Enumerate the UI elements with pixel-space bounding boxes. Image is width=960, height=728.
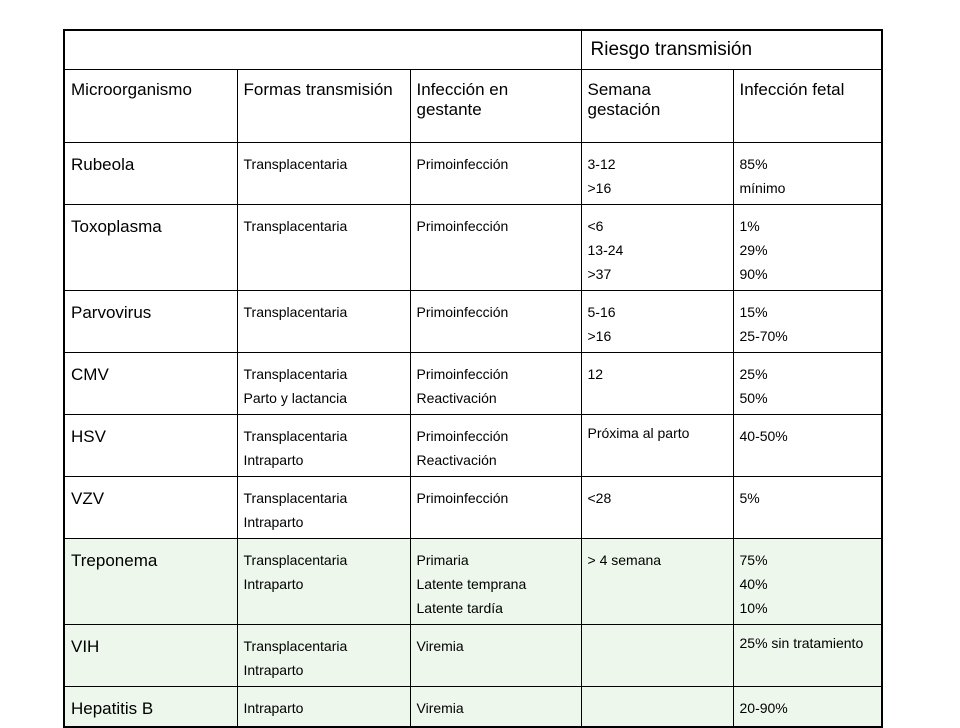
fetal-infection-cell bbox=[733, 353, 882, 415]
cell-line: 10% bbox=[739, 600, 768, 616]
group-header-cell: Riesgo transmisión bbox=[581, 30, 882, 70]
cell-line: 29% bbox=[739, 242, 768, 258]
cell-line: 20-90% bbox=[739, 700, 788, 716]
transmission-form-cell bbox=[237, 687, 410, 727]
cell-line: Reactivación bbox=[416, 452, 497, 468]
table-row bbox=[64, 205, 882, 291]
fetal-infection-cell bbox=[733, 687, 882, 727]
maternal-infection-cell bbox=[410, 143, 581, 205]
cell-line: Viremia bbox=[416, 638, 464, 654]
microorganism-cell: Hepatitis B bbox=[64, 687, 237, 727]
table-row bbox=[64, 539, 882, 625]
microorganism-cell: Rubeola bbox=[64, 143, 237, 205]
fetal-infection-cell bbox=[733, 143, 882, 205]
cell-line: Latente temprana bbox=[416, 576, 527, 592]
cell-line: <6 bbox=[587, 218, 604, 234]
cell-line: Intraparto bbox=[243, 576, 304, 592]
cell-line: Transplacentaria bbox=[243, 428, 348, 444]
cell-line: Primaria bbox=[416, 552, 469, 568]
cell-line: 25% bbox=[739, 366, 768, 382]
fetal-infection-cell bbox=[733, 477, 882, 539]
cell-line: Transplacentaria bbox=[243, 552, 348, 568]
empty-title-cell bbox=[64, 30, 581, 70]
cell-line: Primoinfección bbox=[416, 156, 509, 172]
maternal-infection-cell bbox=[410, 353, 581, 415]
transmission-form-cell bbox=[237, 539, 410, 625]
cell-line: Parto y lactancia bbox=[243, 390, 347, 406]
microorganism-cell: HSV bbox=[64, 415, 237, 477]
cell-line: Primoinfección bbox=[416, 428, 509, 444]
fetal-infection-cell bbox=[733, 539, 882, 625]
cell-line: 25% sin tratamiento bbox=[739, 635, 864, 651]
maternal-infection-cell bbox=[410, 477, 581, 539]
transmission-risk-table bbox=[63, 29, 883, 728]
header-row bbox=[64, 70, 882, 143]
transmission-form-cell bbox=[237, 353, 410, 415]
cell-line: Viremia bbox=[416, 700, 464, 716]
fetal-infection-cell bbox=[733, 205, 882, 291]
cell-line: Primoinfección bbox=[416, 304, 509, 320]
gestation-week-cell bbox=[581, 539, 733, 625]
cell-line: Intraparto bbox=[243, 514, 304, 530]
fetal-infection-cell bbox=[733, 415, 882, 477]
column-header: Semana gestación bbox=[581, 70, 733, 143]
cell-line: Latente tardía bbox=[416, 600, 503, 616]
cell-line: Transplacentaria bbox=[243, 638, 348, 654]
cell-line: Intraparto bbox=[243, 700, 304, 716]
transmission-form-cell bbox=[237, 625, 410, 687]
transmission-form-cell bbox=[237, 291, 410, 353]
microorganism-cell: VIH bbox=[64, 625, 237, 687]
transmission-form-cell bbox=[237, 415, 410, 477]
cell-line: 40-50% bbox=[739, 428, 788, 444]
cell-line: Transplacentaria bbox=[243, 490, 348, 506]
transmission-form-cell bbox=[237, 143, 410, 205]
cell-line: 13-24 bbox=[587, 242, 624, 258]
microorganism-cell: VZV bbox=[64, 477, 237, 539]
cell-line: mínimo bbox=[739, 180, 786, 196]
cell-line: Intraparto bbox=[243, 452, 304, 468]
cell-line: >16 bbox=[587, 328, 612, 344]
cell-line: Primoinfección bbox=[416, 366, 509, 382]
transmission-form-cell bbox=[237, 477, 410, 539]
cell-line: Transplacentaria bbox=[243, 304, 348, 320]
cell-line: >16 bbox=[587, 180, 612, 196]
gestation-week-cell bbox=[581, 477, 733, 539]
cell-line: Transplacentaria bbox=[243, 366, 348, 382]
column-header: Infección fetal bbox=[733, 70, 882, 143]
cell-line: >37 bbox=[587, 266, 612, 282]
cell-line: 3-12 bbox=[587, 156, 616, 172]
gestation-week-cell bbox=[581, 143, 733, 205]
table-row bbox=[64, 415, 882, 477]
gestation-week-cell bbox=[581, 687, 733, 727]
microorganism-cell: CMV bbox=[64, 353, 237, 415]
maternal-infection-cell bbox=[410, 291, 581, 353]
gestation-week-cell bbox=[581, 205, 733, 291]
cell-line: 1% bbox=[739, 218, 760, 234]
cell-line: 90% bbox=[739, 266, 768, 282]
column-header: Formas transmisión bbox=[237, 70, 410, 143]
cell-line: 5% bbox=[739, 490, 760, 506]
cell-line: 15% bbox=[739, 304, 768, 320]
column-header: Microorganismo bbox=[64, 70, 237, 143]
gestation-week-cell bbox=[581, 353, 733, 415]
cell-line: Próxima al parto bbox=[587, 425, 690, 441]
cell-line: Reactivación bbox=[416, 390, 497, 406]
table-row bbox=[64, 291, 882, 353]
maternal-infection-cell bbox=[410, 205, 581, 291]
gestation-week-cell bbox=[581, 625, 733, 687]
cell-line: 75% bbox=[739, 552, 768, 568]
fetal-infection-cell bbox=[733, 625, 882, 687]
cell-line: Intraparto bbox=[243, 662, 304, 678]
cell-line: 85% bbox=[739, 156, 768, 172]
fetal-infection-cell bbox=[733, 291, 882, 353]
microorganism-cell: Treponema bbox=[64, 539, 237, 625]
cell-line: > 4 semana bbox=[587, 552, 662, 568]
cell-line: 25-70% bbox=[739, 328, 788, 344]
cell-line: Primoinfección bbox=[416, 218, 509, 234]
table-row bbox=[64, 687, 882, 727]
column-header: Infección en gestante bbox=[410, 70, 581, 143]
maternal-infection-cell bbox=[410, 687, 581, 727]
microorganism-cell: Toxoplasma bbox=[64, 205, 237, 291]
table-row bbox=[64, 625, 882, 687]
maternal-infection-cell bbox=[410, 625, 581, 687]
cell-line: <28 bbox=[587, 490, 612, 506]
cell-line: 5-16 bbox=[587, 304, 616, 320]
table-row bbox=[64, 353, 882, 415]
cell-line: Primoinfección bbox=[416, 490, 509, 506]
cell-line: Transplacentaria bbox=[243, 218, 348, 234]
cell-line: Transplacentaria bbox=[243, 156, 348, 172]
cell-line: 12 bbox=[587, 366, 604, 382]
maternal-infection-cell bbox=[410, 539, 581, 625]
cell-line: 40% bbox=[739, 576, 768, 592]
gestation-week-cell bbox=[581, 415, 733, 477]
maternal-infection-cell bbox=[410, 415, 581, 477]
microorganism-cell: Parvovirus bbox=[64, 291, 237, 353]
title-row bbox=[64, 30, 882, 70]
transmission-form-cell bbox=[237, 205, 410, 291]
cell-line: 50% bbox=[739, 390, 768, 406]
gestation-week-cell bbox=[581, 291, 733, 353]
table-row bbox=[64, 477, 882, 539]
table-row bbox=[64, 143, 882, 205]
